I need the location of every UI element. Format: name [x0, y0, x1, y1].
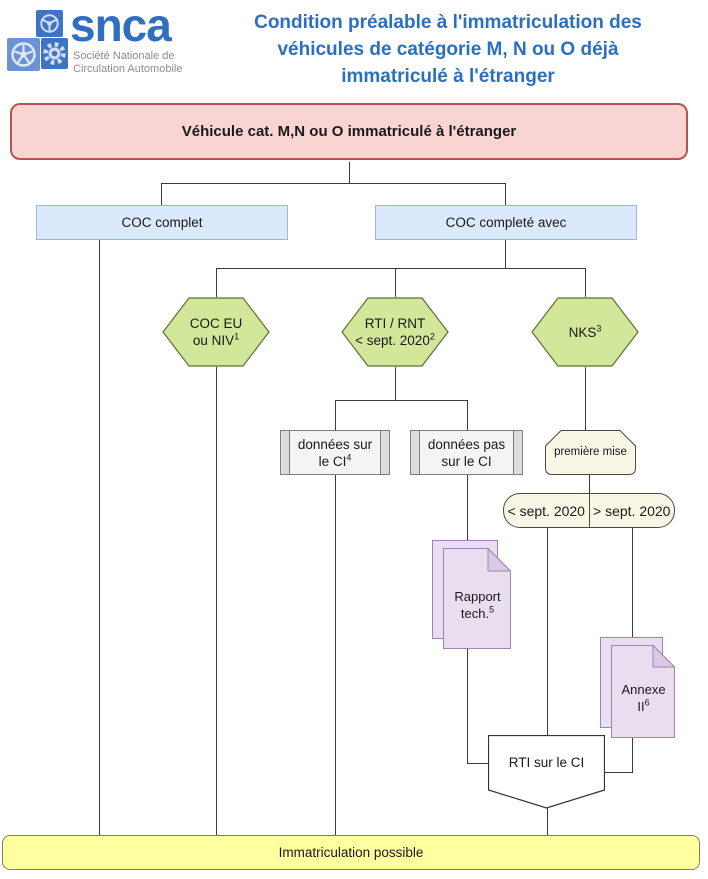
page-title-line3: immatriculé à l'étranger	[341, 66, 555, 87]
connector-line	[216, 268, 586, 269]
node-rti-sur-ci	[488, 735, 605, 809]
node-premiere-mise	[545, 430, 636, 475]
node-coc-complete-avec	[375, 205, 637, 240]
brand-subtitle-line2: Circulation Automobile	[73, 63, 183, 75]
node-label: COC EU ou NIV$^1$	[189, 316, 243, 348]
connector-line	[632, 528, 633, 642]
node-immatriculation-possible	[2, 835, 700, 870]
node-label: Annexe $II^6$	[621, 682, 666, 714]
connector-line	[216, 268, 217, 297]
connector-line	[99, 240, 100, 836]
node-label: RTI sur le CI	[508, 755, 585, 770]
node-label: données sur le $CI^4$	[297, 436, 373, 469]
tire-wheel-icon	[7, 38, 40, 71]
connector-line	[335, 475, 336, 836]
brand-subtitle	[73, 50, 182, 76]
brand-subtitle-line1: Société Nationale de	[73, 50, 175, 62]
connector-line	[467, 763, 489, 764]
node-nks	[531, 297, 639, 367]
node-avant-sept-2020: < sept. 2020	[507, 502, 585, 519]
page-title-line2: véhicules de catégorie M, N ou O déjà	[277, 39, 619, 60]
connector-line	[547, 528, 548, 735]
node-label: COC completé avec	[445, 215, 567, 230]
connector-line	[467, 475, 468, 545]
node-donnees-pas-ci	[410, 430, 523, 475]
connector-line	[467, 400, 468, 430]
node-vehicle-root	[10, 103, 688, 160]
connector-line	[547, 808, 548, 836]
connector-line	[505, 240, 506, 269]
connector-line	[467, 648, 468, 764]
connector-line	[335, 400, 336, 430]
node-label: COC complet	[121, 215, 203, 230]
connector-line	[349, 162, 350, 184]
connector-line	[605, 772, 633, 773]
node-label: Immatriculation possible	[278, 845, 424, 860]
connector-line	[395, 268, 396, 297]
connector-line	[216, 367, 217, 836]
page-title	[192, 9, 704, 90]
page-title-line1: Condition préalable à l'immatriculation des	[254, 12, 642, 33]
node-annexe-ii-document	[600, 637, 675, 738]
connector-line	[161, 183, 162, 205]
node-donnees-sur-ci	[280, 430, 390, 475]
node-rapport-tech-document	[432, 540, 511, 649]
node-rti-rnt	[341, 297, 449, 367]
node-label: première mise	[554, 446, 627, 458]
connector-line	[589, 475, 590, 493]
connector-line	[335, 400, 468, 401]
node-apres-sept-2020: > sept. 2020	[589, 494, 675, 527]
gear-icon	[41, 38, 68, 69]
node-label: Rapport tech.$^5$	[454, 589, 501, 621]
connector-line	[161, 183, 506, 184]
steering-wheel-icon	[36, 10, 63, 37]
node-coc-complet	[36, 205, 288, 240]
node-label: RTI / RNT < sept. 2020$^2$	[355, 316, 435, 348]
node-date-split	[503, 493, 675, 528]
connector-line	[632, 737, 633, 773]
connector-line	[585, 268, 586, 297]
node-label: données pas sur le CI	[427, 436, 506, 469]
node-label: NKS$^3$	[568, 323, 602, 340]
node-coc-eu-niv	[162, 297, 270, 367]
brand-name: snca	[70, 0, 171, 51]
connector-line	[505, 183, 506, 205]
node-label: Véhicule cat. M,N ou O immatriculé à l'étranger	[181, 123, 517, 140]
connector-line	[585, 367, 586, 430]
connector-line	[395, 367, 396, 401]
